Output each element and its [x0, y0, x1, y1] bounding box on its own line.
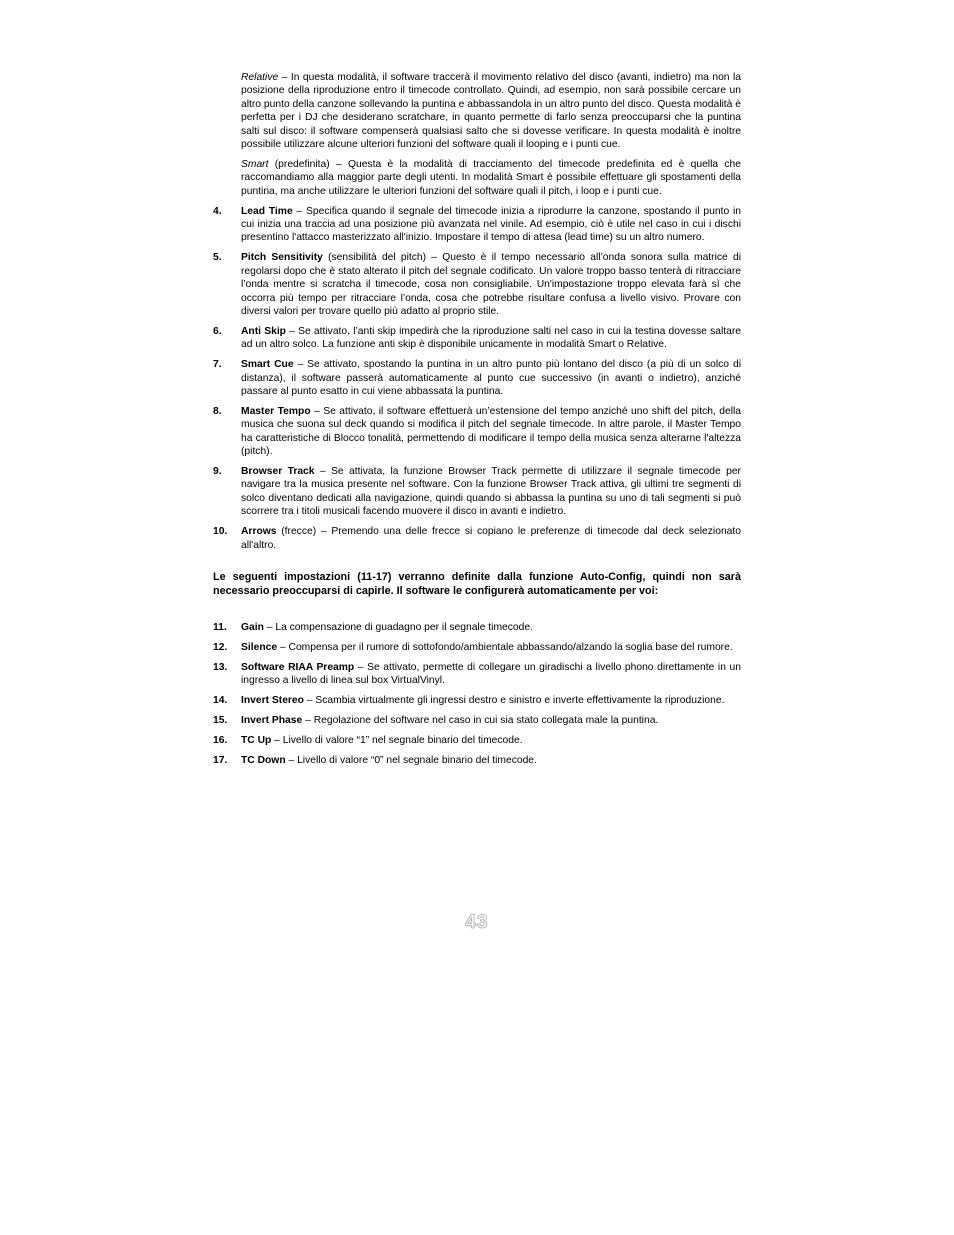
list-item-lead-time — [213, 205, 741, 245]
item-term: Gain — [241, 622, 264, 634]
item-number: 13. — [213, 662, 228, 673]
list-item-anti-skip — [213, 325, 741, 352]
list-item-browser-track — [213, 465, 741, 519]
list-item-smart-cue — [213, 358, 741, 398]
item-term: Browser Track — [241, 466, 315, 478]
item-term: Smart Cue — [241, 359, 294, 371]
item-description: – Livello di valore “1” nel segnale binario del timecode. — [271, 735, 523, 747]
item-text — [241, 325, 741, 352]
item-text — [241, 465, 741, 519]
item-description: – Compensa per il rumore di sottofondo/ambientale abbassando/alzando la soglia base del rumore. — [277, 642, 733, 654]
item-description: – Se attivato, spostando la puntina in un altro punto più lontano del disco (a più di un solco di distanza), il software passerà automaticamente al punto cue successivo (in avanti o indietro), anziché passare al punto esatto in cui viene abbassata la puntina. — [241, 359, 741, 398]
item-term: TC Up — [241, 735, 272, 747]
item-number: 15. — [213, 715, 228, 727]
item-term: Anti Skip — [241, 325, 286, 337]
item-term: Software RIAA Preamp — [241, 662, 355, 673]
item-text — [241, 661, 741, 688]
item-text — [241, 251, 741, 318]
item-term: Arrows — [241, 526, 277, 538]
item-text — [241, 525, 741, 552]
item-number: 14. — [213, 695, 228, 707]
list-item-arrows — [213, 525, 741, 552]
item-description: (frecce) – Premendo una delle frecce si copiano le preferenze di timecode dal deck selezionato all'altro. — [241, 526, 741, 551]
item-text — [241, 641, 741, 654]
paragraph-smart-mode — [241, 158, 741, 198]
manual-page-body — [213, 71, 741, 774]
term-relative: Relative — [241, 72, 279, 83]
item-description: – Livello di valore “0” nel segnale binario del timecode. — [285, 755, 537, 767]
description-smart: (predefinita) – Questa è la modalità di tracciamento del timecode predefinita ed è quella che raccomandiamo alla maggior parte degli utenti. In modalità Smart è possibile effettuare gli spostamenti della puntina, ma anche utilizzare le ulteriori funzioni del software quali il pitch, i loop e i punti cue. — [241, 158, 741, 197]
auto-config-note: Le seguenti impostazioni (11-17) verranno definite dalla funzione Auto-Config, quindi non sarà necessario preoccuparsi di capirle. Il software le configurerà automaticamente per voi: — [213, 571, 741, 597]
item-number: 11. — [213, 622, 227, 634]
item-description: – Se attivato, il software effettuerà un’estensione del tempo anziché uno shift del pitch, della musica che suona sul deck quando si modifica il pitch del segnale timecode. In altre parole, il Master Tempo ha caratteristiche di Blocco tonalità, permettendo di modificare il tempo della musica senza alterarne l'altezza (pitch). — [241, 405, 741, 458]
term-smart: Smart — [241, 158, 269, 170]
item-number: 6. — [213, 325, 222, 337]
item-number: 8. — [213, 405, 222, 417]
list-item-tc-down — [213, 754, 741, 767]
item-number: 5. — [213, 252, 222, 264]
item-description: – Specifica quando il segnale del timecode inizia a riprodurre la canzone, spostando il punto in cui inizia una traccia ad una posizione più avanzata nel vinile. Ad esempio, ciò è utile nel caso in cui i dischi presentino l'attacco masterizzato all'inizio. Impostare il tempo di attesa (lead time) su un altro numero. — [241, 205, 741, 244]
item-number: 12. — [213, 642, 228, 654]
item-number: 10. — [213, 526, 228, 538]
item-term: Master Tempo — [241, 405, 311, 417]
list-item-pitch-sensitivity — [213, 251, 741, 318]
item-text — [241, 205, 741, 245]
item-text — [241, 734, 741, 747]
item-description: – Se attivato, l’anti skip impedirà che la riproduzione salti nel caso in cui la testina dovesse saltare ad un altro solco. La funzione anti skip è disponibile unicamente in modalità Smart o Relative. — [241, 325, 741, 351]
page-number: 43 — [465, 912, 489, 933]
item-number: 4. — [213, 205, 222, 217]
item-term: Invert Phase — [241, 715, 303, 727]
item-description: – La compensazione di guadagno per il segnale timecode. — [263, 622, 533, 634]
item-text — [241, 714, 741, 727]
item-text — [241, 358, 741, 398]
item-text — [241, 405, 741, 459]
item-number: 9. — [213, 466, 222, 478]
item-term: TC Down — [241, 755, 286, 767]
list-item-gain — [213, 621, 741, 634]
item-number: 7. — [213, 359, 222, 371]
list-item-master-tempo — [213, 405, 741, 459]
list-item-silence — [213, 641, 741, 654]
item-term: Invert Stereo — [241, 695, 304, 707]
paragraph-relative-mode — [241, 71, 741, 151]
list-item-software-riaa-preamp — [213, 661, 741, 688]
item-description: (sensibilità del pitch) – Questo è il tempo necessario all’onda sonora sulla matrice di regolarsi dopo che è stato alterato il pitch del segnale codificato. Un valore troppo basso tenterà di ritracciare l’onda mentre si scratcha il timecode, cosa non consigliabile. Un'impostazione troppo elevata farà sì che occorra più tempo per ritracciare l’onda, cosa che potrebbe risultare confusa a livello visivo. Provare con diversi valori per trovare quello più adatto al proprio stile. — [241, 252, 741, 317]
item-text — [241, 621, 741, 634]
item-number: 17. — [213, 755, 228, 767]
description-relative: – In questa modalità, il software traccerà il movimento relativo del disco (avanti, indietro) ma non la posizione della riproduzione entro il timecode controllato. Quindi, ad esempio, non sarà possibile cercare un altro punto della canzone sollevando la puntina e abbassandola in un altro punto del disco. Questa modalità è perfetta per i DJ che desiderano scratchare, in quanto permette di farlo senza preoccuparsi che la puntina salti sul disco: il software compenserà qualsiasi salto che si dovesse verificare. In questa modalità è inoltre possibile utilizzare alcune ulteriori funzioni del software quali il looping e i punti cue. — [241, 72, 741, 151]
item-description: – Scambia virtualmente gli ingressi destro e sinistro e inverte effettivamente la riproduzione. — [303, 695, 725, 707]
item-term: Pitch Sensitivity — [241, 252, 323, 264]
list-item-invert-phase — [213, 714, 741, 727]
item-description: – Regolazione del software nel caso in cui sia stato collegata male la puntina. — [302, 715, 659, 727]
item-text — [241, 754, 741, 767]
list-item-tc-up — [213, 734, 741, 747]
item-description: – Se attivata, la funzione Browser Track permette di utilizzare il segnale timecode per navigare tra la musica presente nel software. Con la funzione Browser Track attiva, gli ultimi tre segmenti di solco diventano dedicati alla navigazione, quindi quando si abbassa la puntina su uno di tali segmenti si può scorrere tra i titoli musicali facendo muovere il disco in avanti e indietro. — [241, 466, 741, 518]
item-number: 16. — [213, 735, 228, 747]
item-term: Lead Time — [241, 205, 293, 217]
item-description: – Se attivato, permette di collegare un giradischi a livello phono direttamente in un ingresso a livello di linea sul box VirtualVinyl. — [241, 662, 741, 687]
item-text — [241, 694, 741, 707]
item-term: Silence — [241, 642, 278, 654]
list-item-invert-stereo — [213, 694, 741, 707]
